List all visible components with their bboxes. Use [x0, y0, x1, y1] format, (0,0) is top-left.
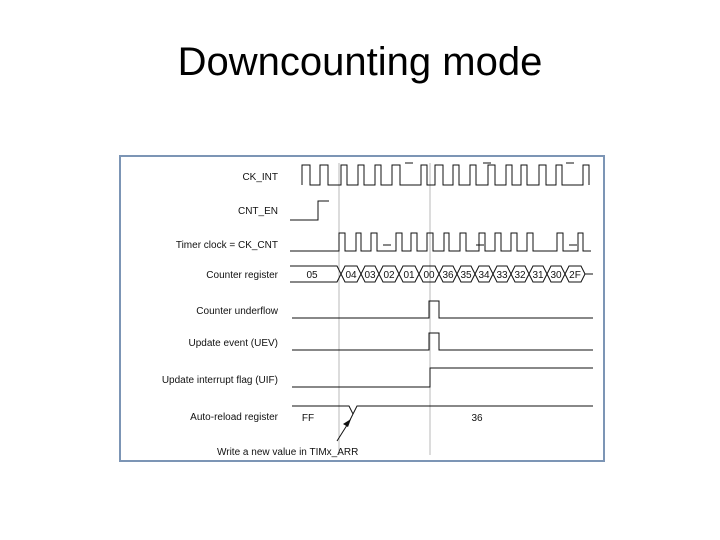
counter-value: 04	[345, 270, 357, 281]
waveform-update-event	[292, 333, 593, 350]
signal-label-counter-underflow: Counter underflow	[196, 306, 278, 317]
waveform-cnt-en	[290, 201, 329, 220]
counter-value: 31	[532, 270, 544, 281]
signal-label-update-interrupt-flag: Update interrupt flag (UIF)	[161, 375, 278, 386]
signal-label-cnt-en: CNT_EN	[237, 206, 278, 217]
auto-reload-value: FF	[301, 413, 315, 424]
waveform-ck-int	[302, 165, 589, 185]
counter-value: 05	[306, 270, 318, 281]
signal-label-update-event: Update event (UEV)	[188, 338, 278, 349]
auto-reload-value: 36	[471, 413, 483, 424]
signal-label-auto-reload-register: Auto-reload register	[190, 412, 278, 423]
timing-diagram-canvas	[121, 157, 603, 460]
counter-value: 00	[423, 270, 435, 281]
counter-value: 01	[403, 270, 415, 281]
waveform-auto-reload-register	[292, 406, 593, 422]
waveform-counter-underflow	[292, 301, 593, 318]
signal-label-timer-clock: Timer clock = CK_CNT	[175, 240, 278, 251]
counter-value: 03	[364, 270, 376, 281]
counter-value: 34	[478, 270, 490, 281]
counter-value: 02	[383, 270, 395, 281]
counter-value: 36	[442, 270, 454, 281]
signal-label-ck-int: CK_INT	[242, 172, 278, 183]
annotation-arrow-head	[343, 419, 351, 427]
counter-value: 30	[550, 270, 562, 281]
slide-title: Downcounting mode	[177, 40, 543, 84]
counter-value: 33	[496, 270, 508, 281]
counter-value: 35	[460, 270, 472, 281]
counter-value: 32	[514, 270, 526, 281]
timing-diagram	[119, 155, 605, 462]
signal-label-counter-register: Counter register	[206, 270, 278, 281]
waveform-update-interrupt-flag	[292, 368, 593, 387]
counter-value: 2F	[569, 270, 581, 281]
annotation-text: Write a new value in TIMx_ARR	[217, 447, 359, 458]
waveform-timer-clock	[290, 233, 591, 251]
